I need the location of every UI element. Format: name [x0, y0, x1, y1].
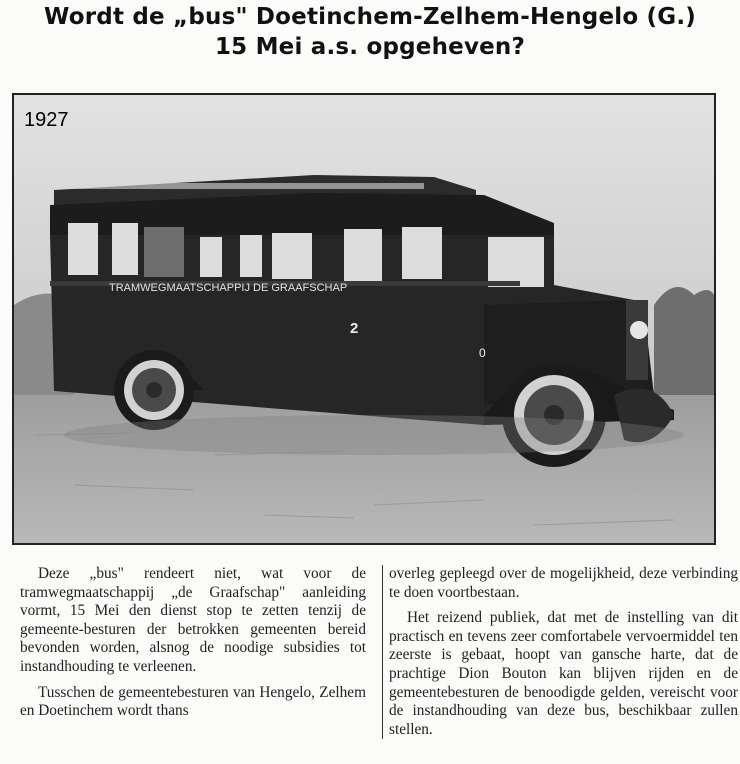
rear-wheel [114, 350, 194, 430]
svg-text:0: 0 [479, 346, 486, 360]
bus-photo [12, 93, 716, 545]
headline-line-1: Wordt de „bus" Doetinchem-Zelhem-Hengelo (G.) [44, 4, 696, 30]
headline-line-2: 15 Mei a.s. opgeheven? [214, 34, 526, 60]
year-label: 1927 [24, 109, 69, 131]
bus-side-text: TRAMWEGMAATSCHAPPIJ DE GRAAFSCHAP [109, 282, 348, 294]
bus-number: 2 [350, 320, 359, 337]
headline [0, 2, 740, 62]
paragraph: overleg gepleegd over de mogelijkheid, deze verbinding te doen voortbestaan. [389, 565, 738, 601]
paragraph: Het reizend publiek, dat met de instelling van dit practisch en tevens zeer comfortabele vervoermiddel ten zeerste is gebaat, hoopt van gansche harte, dat de prachtige Dion Bouton kan blijven rijden en de gemeentebesturen de benoodigde gelden, vereischt voor de instandhouding van deze bus, beschikbaar zullen stellen. [389, 609, 738, 738]
article-body [20, 565, 738, 761]
article-column-left [20, 565, 366, 721]
bus-photo-illustration [14, 95, 714, 543]
article-column-right [382, 565, 738, 739]
paragraph: Deze „bus" rendeert niet, wat voor de tramwegmaatschappij „de Graafschap" aanleiding vormt, 15 Mei den dienst stop te zetten tenzij de gemeente-besturen der betrokken gemeenten bereid bevonden worden, alsnog de noodige subsidies tot instandhouding te verleenen. [20, 565, 366, 675]
paragraph: Tusschen de gemeentebesturen van Hengelo, Zelhem en Doetinchem wordt thans [20, 683, 366, 720]
